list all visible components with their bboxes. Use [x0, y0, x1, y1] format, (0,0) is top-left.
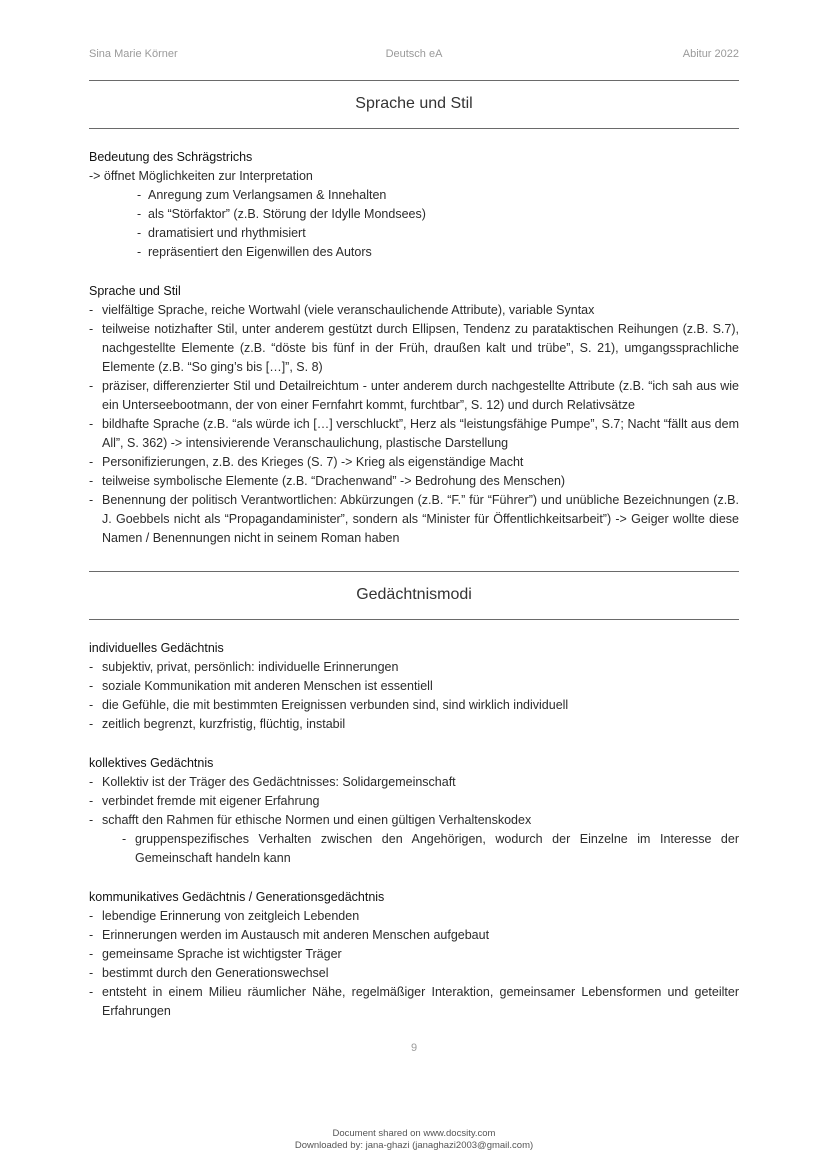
bedeutung-block [89, 148, 739, 262]
list-item: - bildhafte Sprache (z.B. “als würde ich […] verschluckt”, Herz als “leistungsfähige Pumpe”, S.7; Nacht “fällt aus dem All”, S. 362) -> intensivierende Veranschaulichung, plastische Darstellung [89, 415, 739, 453]
individuell-block [89, 639, 739, 734]
footer [0, 1128, 828, 1152]
individuell-list [89, 658, 739, 734]
list-item: - Personifizierungen, z.B. des Krieges (S. 7) -> Krieg als eigenständige Macht [89, 453, 739, 472]
bedeutung-intro: -> öffnet Möglichkeiten zur Interpretation [89, 169, 313, 183]
list-item: - schafft den Rahmen für ethische Normen und einen gültigen Verhaltenskodex [89, 811, 739, 830]
kommunikativ-heading: kommunikatives Gedächtnis / Generationsgedächtnis [89, 890, 385, 904]
page-number: 9 [410, 1042, 418, 1054]
footer-downloaded: Downloaded by: jana-ghazi (janaghazi2003@gmail.com) [294, 1140, 534, 1151]
list-item: - gemeinsame Sprache ist wichtigster Träger [89, 945, 739, 964]
list-item: - teilweise symbolische Elemente (z.B. “Drachenwand” -> Bedrohung des Menschen) [89, 472, 739, 491]
sprache-heading: Sprache und Stil [89, 284, 181, 298]
list-item: - vielfältige Sprache, reiche Wortwahl (viele veranschaulichende Attribute), variable Syntax [89, 301, 739, 320]
list-item: - gruppenspezifisches Verhalten zwischen den Angehörigen, wodurch der Einzelne im Interesse der Gemeinschaft handeln kann [122, 830, 739, 868]
kollektiv-sublist [89, 830, 739, 868]
list-item: - repräsentiert den Eigenwillen des Autors [137, 243, 739, 262]
list-item: - Kollektiv ist der Träger des Gedächtnisses: Solidargemeinschaft [89, 773, 739, 792]
section-title-gedaechtnis: Gedächtnismodi [356, 586, 472, 603]
sprache-block [89, 282, 739, 548]
header-author: Sina Marie Körner [89, 48, 178, 60]
kommunikativ-block [89, 888, 739, 1021]
list-item: - Benennung der politisch Verantwortlichen: Abkürzungen (z.B. “F.” für “Führer”) und unübliche Bezeichnungen (z.B. J. Goebbels nicht als “Propagandaminister”, sondern als “Minister für Öffentlichkeitsarbeit”) -> Geiger wollte diese Namen / Benennungen nicht in seinem Roman haben [89, 491, 739, 548]
list-item: - entsteht in einem Milieu räumlicher Nähe, regelmäßiger Interaktion, gemeinsamer Lebensformen und geteilter Erfahrungen [89, 983, 739, 1021]
footer-shared: Document shared on www.docsity.com [332, 1128, 496, 1139]
bedeutung-list [89, 186, 739, 262]
kommunikativ-list [89, 907, 739, 1021]
sprache-list [89, 301, 739, 548]
list-item: - bestimmt durch den Generationswechsel [89, 964, 739, 983]
list-item: - dramatisiert und rhythmisiert [137, 224, 739, 243]
list-item: - die Gefühle, die mit bestimmten Ereignissen verbunden sind, sind wirklich individuell [89, 696, 739, 715]
header-exam: Abitur 2022 [682, 48, 739, 60]
kollektiv-block [89, 754, 739, 868]
list-item: - verbindet fremde mit eigener Erfahrung [89, 792, 739, 811]
divider [89, 619, 739, 620]
divider [89, 571, 739, 572]
list-item: - als “Störfaktor” (z.B. Störung der Idylle Mondsees) [137, 205, 739, 224]
individuell-heading: individuelles Gedächtnis [89, 641, 224, 655]
bedeutung-heading: Bedeutung des Schrägstrichs [89, 150, 253, 164]
divider [89, 128, 739, 129]
kollektiv-list [89, 773, 739, 830]
header-subject: Deutsch eA [385, 48, 443, 60]
list-item: - präziser, differenzierter Stil und Detailreichtum - unter anderem durch nachgestellte Attribute (z.B. “ich sah aus wie ein Unterseebootmann, der von einer Fernfahrt kommt, furchtbar”, S. 12) und durch Relativsätze [89, 377, 739, 415]
list-item: - subjektiv, privat, persönlich: individuelle Erinnerungen [89, 658, 739, 677]
page-header [89, 48, 739, 64]
kollektiv-heading: kollektives Gedächtnis [89, 756, 214, 770]
list-item: - zeitlich begrenzt, kurzfristig, flüchtig, instabil [89, 715, 739, 734]
list-item: - Anregung zum Verlangsamen & Innehalten [137, 186, 739, 205]
list-item: - lebendige Erinnerung von zeitgleich Lebenden [89, 907, 739, 926]
divider [89, 80, 739, 81]
list-item: - soziale Kommunikation mit anderen Menschen ist essentiell [89, 677, 739, 696]
section-title-sprache: Sprache und Stil [355, 95, 473, 112]
list-item: - teilweise notizhafter Stil, unter anderem gestützt durch Ellipsen, Tendenz zu parataktischen Reihungen (z.B. S.7), nachgestellte Elemente (z.B. “döste bis fünf in der Früh, draußen kalt und trübe”, S. 21), umgangssprachliche Elemente (z.B. “So ging’s bis […]”, S. 8) [89, 320, 739, 377]
list-item: - Erinnerungen werden im Austausch mit anderen Menschen aufgebaut [89, 926, 739, 945]
